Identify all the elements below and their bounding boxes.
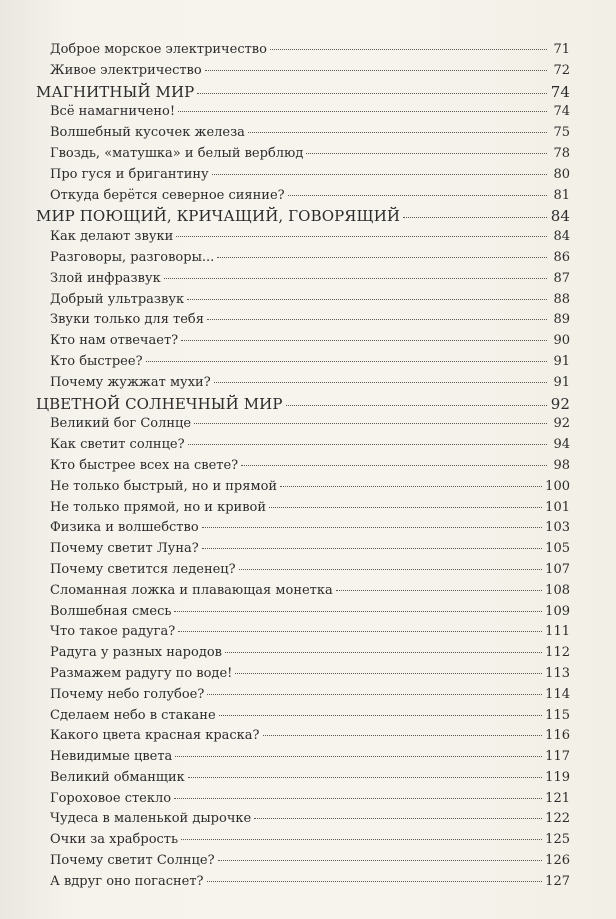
toc-page-number: 125 <box>545 832 570 848</box>
toc-title: Какого цвета красная краска? <box>50 728 260 744</box>
toc-entry <box>36 560 570 581</box>
toc-title: Волшебная смесь <box>50 603 172 619</box>
toc-page-number: 81 <box>553 187 570 203</box>
toc-title: Что такое радуга? <box>50 624 176 640</box>
toc-page-number: 100 <box>545 478 570 494</box>
toc-page-number: 75 <box>553 125 570 141</box>
toc-title: Кто быстрее всех на свете? <box>50 457 239 473</box>
dot-leader <box>202 548 542 549</box>
dot-leader <box>207 881 543 882</box>
toc-entry <box>36 456 570 477</box>
toc-page-number: 91 <box>553 353 570 369</box>
dot-leader <box>202 527 543 528</box>
dot-leader <box>217 257 547 258</box>
toc-title: Великий бог Солнце <box>50 416 192 432</box>
toc-page-number: 113 <box>545 665 570 681</box>
toc-page-number: 126 <box>545 853 570 869</box>
toc-page-number: 94 <box>553 437 570 453</box>
toc-title: Почему небо голубое? <box>50 686 205 702</box>
toc-entry <box>36 581 570 602</box>
dot-leader <box>286 405 547 406</box>
toc-title: Кто нам отвечает? <box>50 333 179 349</box>
toc-title: Всё намагничено! <box>50 104 176 120</box>
dot-leader <box>176 236 547 237</box>
toc-page-number: 92 <box>553 416 570 432</box>
toc-title: Очки за храбрость <box>50 832 179 848</box>
dot-leader <box>175 756 542 757</box>
dot-leader <box>241 465 547 466</box>
toc-page-number: 111 <box>545 624 570 640</box>
dot-leader <box>174 798 542 799</box>
toc-page-number: 92 <box>550 394 570 413</box>
toc-title: Не только прямой, но и кривой <box>50 499 266 515</box>
toc-page-number: 105 <box>545 541 570 557</box>
dot-leader <box>235 673 542 674</box>
toc-title: Живое электричество <box>50 62 202 78</box>
toc-entry <box>36 61 570 82</box>
toc-title: Радуга у разных народов <box>50 645 222 661</box>
toc-title: Как делают звуки <box>50 229 174 245</box>
toc-title: Гороховое стекло <box>50 790 172 806</box>
toc-page-number: 80 <box>553 166 570 182</box>
toc-section-heading <box>36 82 570 103</box>
dot-leader <box>254 818 542 819</box>
toc-page-number: 86 <box>553 249 570 265</box>
dot-leader <box>197 93 547 94</box>
toc-page-number: 103 <box>545 520 570 536</box>
toc-entry <box>36 809 570 830</box>
toc-title: Как светит солнце? <box>50 437 185 453</box>
toc-page-number: 87 <box>553 270 570 286</box>
toc-entry <box>36 269 570 290</box>
dot-leader <box>225 652 542 653</box>
toc-entry <box>36 227 570 248</box>
toc-entry <box>36 144 570 165</box>
dot-leader <box>218 860 543 861</box>
toc-title: Разговоры, разговоры... <box>50 249 215 265</box>
dot-leader <box>280 486 542 487</box>
toc-page-number: 72 <box>553 62 570 78</box>
toc-page-number: 101 <box>545 499 570 515</box>
toc-title: Доброе морское электричество <box>50 42 267 57</box>
toc-title: Злой инфразвук <box>50 270 161 286</box>
toc-page-number: 121 <box>545 790 570 806</box>
toc-entry <box>36 331 570 352</box>
toc-entry <box>36 352 570 373</box>
toc-page-number: 74 <box>553 104 570 120</box>
toc-title: Откуда берётся северное сияние? <box>50 187 285 203</box>
dot-leader <box>146 361 547 362</box>
toc-title: Не только быстрый, но и прямой <box>50 478 278 494</box>
toc-entry <box>36 789 570 810</box>
dot-leader <box>188 444 547 445</box>
toc-title: Почему светит Луна? <box>50 541 199 557</box>
toc-entry <box>36 435 570 456</box>
dot-leader <box>188 777 542 778</box>
toc-entry <box>36 664 570 685</box>
toc-entry <box>36 706 570 727</box>
toc-page-number: 119 <box>545 769 570 785</box>
toc-section-heading <box>36 206 570 227</box>
dot-leader <box>270 49 547 50</box>
toc-entry <box>36 768 570 789</box>
toc-title: Звуки только для тебя <box>50 312 204 328</box>
toc-title: Волшебный кусочек железа <box>50 125 245 141</box>
dot-leader <box>403 217 547 218</box>
toc-entry <box>36 102 570 123</box>
toc-entry <box>36 498 570 519</box>
toc-section-heading <box>36 394 570 415</box>
toc-title: Невидимые цвета <box>50 749 173 765</box>
toc-title: ЦВЕТНОЙ СОЛНЕЧНЫЙ МИР <box>36 394 283 413</box>
toc-page-number: 127 <box>545 873 570 889</box>
dot-leader <box>248 132 547 133</box>
toc-title: Гвоздь, «матушка» и белый верблюд <box>50 145 304 161</box>
toc-entry <box>36 851 570 872</box>
toc-page-number: 115 <box>545 707 570 723</box>
toc-page-number: 117 <box>545 749 570 765</box>
dot-leader <box>194 423 547 424</box>
dot-leader <box>207 319 547 320</box>
toc-page-number: 108 <box>545 582 570 598</box>
toc-title: А вдруг оно погаснет? <box>50 873 204 889</box>
toc-page-number: 91 <box>553 374 570 390</box>
toc-title: Про гуся и бригантину <box>50 166 209 182</box>
dot-leader <box>174 611 542 612</box>
toc-title: Почему жужжат мухи? <box>50 374 211 390</box>
dot-leader <box>336 590 542 591</box>
toc-title: Почему светит Солнце? <box>50 853 215 869</box>
toc-page-number: 109 <box>545 603 570 619</box>
toc-page-number: 88 <box>553 291 570 307</box>
table-of-contents <box>36 40 570 893</box>
toc-entry <box>36 186 570 207</box>
dot-leader <box>263 735 543 736</box>
dot-leader <box>288 195 547 196</box>
toc-entry <box>36 477 570 498</box>
toc-page-number: 112 <box>545 645 570 661</box>
toc-entry <box>36 602 570 623</box>
toc-entry <box>36 643 570 664</box>
toc-entry <box>36 290 570 311</box>
dot-leader <box>178 631 542 632</box>
dot-leader <box>178 111 547 112</box>
toc-title: МАГНИТНЫЙ МИР <box>36 82 195 101</box>
toc-page-number: 84 <box>553 229 570 245</box>
dot-leader <box>212 174 547 175</box>
dot-leader <box>306 153 547 154</box>
toc-title: МИР ПОЮЩИЙ, КРИЧАЩИЙ, ГОВОРЯЩИЙ <box>36 207 401 226</box>
toc-title: Сломанная ложка и плавающая монетка <box>50 582 333 598</box>
toc-title: Размажем радугу по воде! <box>50 665 233 681</box>
toc-entry <box>36 747 570 768</box>
toc-page-number: 114 <box>545 686 570 702</box>
toc-title: Почему светится леденец? <box>50 561 236 577</box>
toc-title: Великий обманщик <box>50 769 185 785</box>
toc-entry <box>36 165 570 186</box>
toc-entry <box>36 622 570 643</box>
toc-page-number: 74 <box>550 82 570 101</box>
dot-leader <box>187 299 547 300</box>
dot-leader <box>205 70 547 71</box>
toc-entry <box>36 123 570 144</box>
toc-entry <box>36 872 570 893</box>
toc-page-number: 89 <box>553 312 570 328</box>
toc-entry <box>36 248 570 269</box>
toc-entry <box>36 40 570 61</box>
toc-page-number: 71 <box>553 42 570 57</box>
dot-leader <box>207 694 542 695</box>
toc-title: Физика и волшебство <box>50 520 199 536</box>
toc-title: Сделаем небо в стакане <box>50 707 216 723</box>
toc-entry <box>36 310 570 331</box>
toc-entry <box>36 414 570 435</box>
toc-page-number: 107 <box>545 561 570 577</box>
dot-leader <box>181 340 547 341</box>
dot-leader <box>164 278 547 279</box>
toc-entry <box>36 726 570 747</box>
toc-entry <box>36 518 570 539</box>
dot-leader <box>219 715 543 716</box>
toc-title: Чудеса в маленькой дырочке <box>50 811 252 827</box>
toc-entry <box>36 830 570 851</box>
toc-page-number: 84 <box>550 207 570 226</box>
dot-leader <box>239 569 543 570</box>
toc-page-number: 98 <box>553 457 570 473</box>
toc-title: Кто быстрее? <box>50 353 143 369</box>
toc-title: Добрый ультразвук <box>50 291 185 307</box>
dot-leader <box>181 839 542 840</box>
dot-leader <box>269 507 542 508</box>
toc-entry <box>36 539 570 560</box>
toc-page-number: 90 <box>553 333 570 349</box>
toc-page-number: 78 <box>553 145 570 161</box>
dot-leader <box>214 382 547 383</box>
toc-entry <box>36 685 570 706</box>
toc-entry <box>36 373 570 394</box>
toc-page-number: 116 <box>545 728 570 744</box>
toc-page-number: 122 <box>545 811 570 827</box>
